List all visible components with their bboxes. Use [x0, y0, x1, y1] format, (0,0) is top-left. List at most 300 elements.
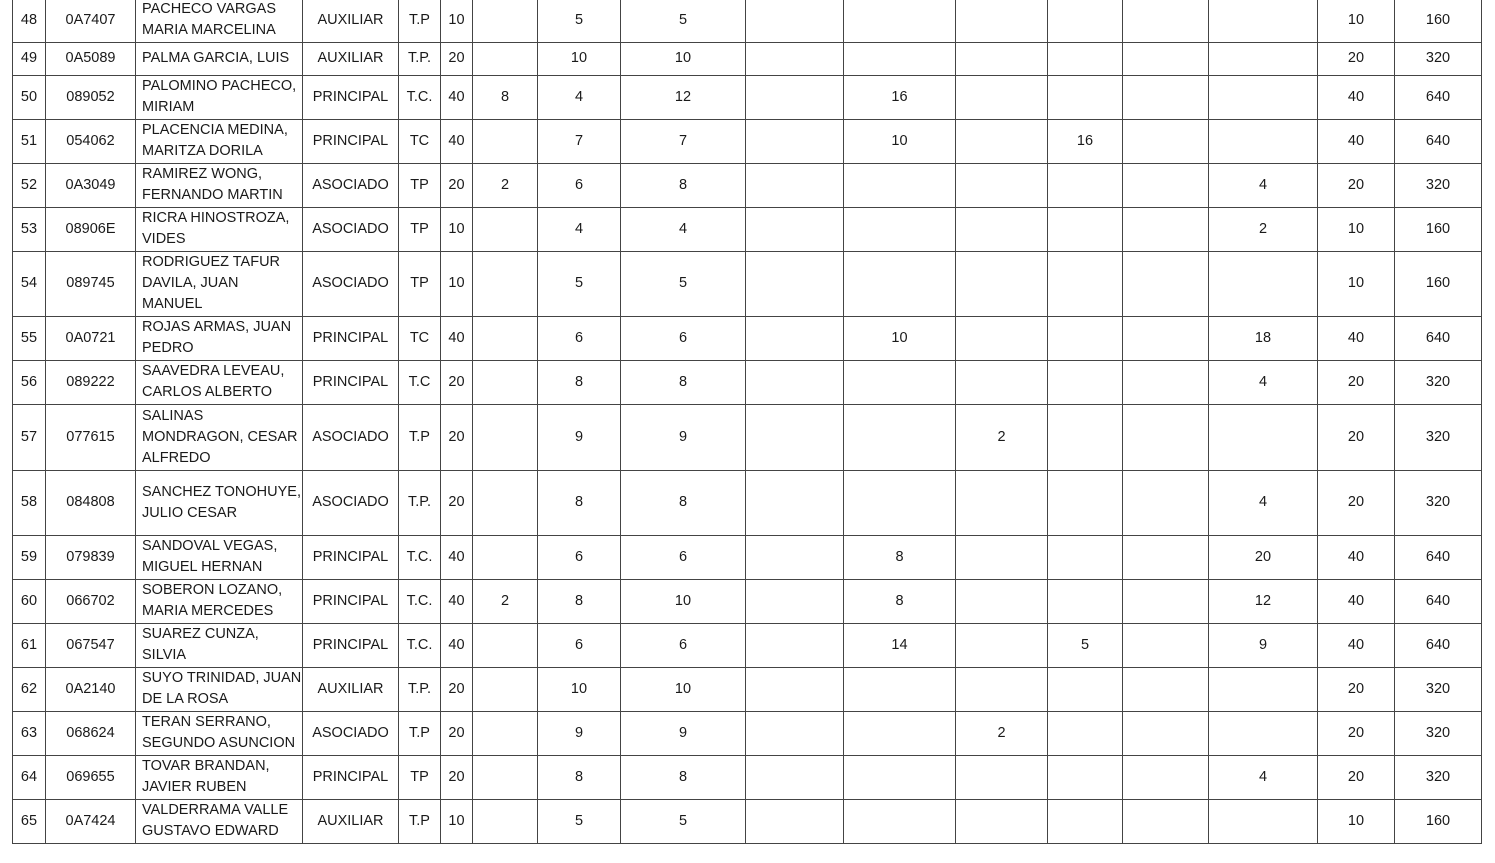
row-number-cell: 65 [13, 799, 46, 843]
semester-total-cell: 640 [1395, 316, 1482, 360]
col-5-cell: 14 [844, 623, 956, 667]
col-6-cell [956, 579, 1048, 623]
dedication-cell: T.P [399, 711, 441, 755]
col-6-cell [956, 207, 1048, 251]
total-hours-cell: 10 [1318, 251, 1395, 316]
col-7-cell [1048, 0, 1123, 42]
total-hours-cell: 10 [1318, 207, 1395, 251]
col-2-cell: 8 [538, 470, 621, 535]
table-row [13, 316, 1482, 360]
total-hours-cell: 40 [1318, 316, 1395, 360]
category-cell: AUXILIAR [303, 799, 399, 843]
col-9-cell: 4 [1209, 470, 1318, 535]
col-6-cell [956, 623, 1048, 667]
col-8-cell [1123, 623, 1209, 667]
col-8-cell [1123, 667, 1209, 711]
semester-total-cell: 640 [1395, 75, 1482, 119]
hours-cell: 20 [441, 163, 473, 207]
col-1-cell [473, 623, 538, 667]
hours-cell: 40 [441, 119, 473, 163]
col-8-cell [1123, 470, 1209, 535]
col-7-cell [1048, 163, 1123, 207]
category-cell: AUXILIAR [303, 42, 399, 75]
col-1-cell [473, 667, 538, 711]
hours-cell: 10 [441, 799, 473, 843]
col-9-cell [1209, 667, 1318, 711]
teacher-code-cell: 0A7424 [46, 799, 136, 843]
semester-total-cell: 320 [1395, 667, 1482, 711]
total-hours-cell: 10 [1318, 0, 1395, 42]
col-3-cell: 5 [621, 0, 746, 42]
col-3-cell: 8 [621, 360, 746, 404]
col-6-cell [956, 42, 1048, 75]
col-6-cell [956, 119, 1048, 163]
total-hours-cell: 20 [1318, 755, 1395, 799]
col-4-cell [746, 42, 844, 75]
row-number-cell: 62 [13, 667, 46, 711]
teacher-name-cell: SUYO TRINIDAD, JUAN DE LA ROSA [136, 667, 303, 711]
col-8-cell [1123, 404, 1209, 470]
category-cell: PRINCIPAL [303, 119, 399, 163]
col-4-cell [746, 119, 844, 163]
dedication-cell: T.C. [399, 579, 441, 623]
col-2-cell: 10 [538, 667, 621, 711]
category-cell: PRINCIPAL [303, 316, 399, 360]
teacher-code-cell: 0A5089 [46, 42, 136, 75]
semester-total-cell: 640 [1395, 579, 1482, 623]
dedication-cell: T.P. [399, 470, 441, 535]
teacher-code-cell: 0A3049 [46, 163, 136, 207]
teacher-code-cell: 066702 [46, 579, 136, 623]
col-8-cell [1123, 360, 1209, 404]
teacher-code-cell: 0A7407 [46, 0, 136, 42]
total-hours-cell: 20 [1318, 42, 1395, 75]
teacher-code-cell: 089052 [46, 75, 136, 119]
col-9-cell [1209, 799, 1318, 843]
total-hours-cell: 40 [1318, 579, 1395, 623]
total-hours-cell: 20 [1318, 667, 1395, 711]
col-1-cell: 8 [473, 75, 538, 119]
table-row [13, 711, 1482, 755]
hours-cell: 40 [441, 75, 473, 119]
teacher-code-cell: 054062 [46, 119, 136, 163]
row-number-cell: 51 [13, 119, 46, 163]
hours-cell: 10 [441, 0, 473, 42]
col-9-cell [1209, 42, 1318, 75]
col-5-cell [844, 755, 956, 799]
dedication-cell: TC [399, 316, 441, 360]
dedication-cell: T.P [399, 799, 441, 843]
col-6-cell [956, 470, 1048, 535]
col-8-cell [1123, 42, 1209, 75]
col-2-cell: 6 [538, 535, 621, 579]
col-8-cell [1123, 163, 1209, 207]
col-5-cell: 8 [844, 535, 956, 579]
faculty-workload-table [12, 0, 1482, 844]
col-5-cell [844, 470, 956, 535]
semester-total-cell: 160 [1395, 0, 1482, 42]
category-cell: AUXILIAR [303, 0, 399, 42]
col-2-cell: 5 [538, 0, 621, 42]
col-9-cell [1209, 75, 1318, 119]
col-6-cell: 2 [956, 404, 1048, 470]
table-row [13, 207, 1482, 251]
col-9-cell: 4 [1209, 755, 1318, 799]
hours-cell: 40 [441, 579, 473, 623]
col-6-cell [956, 799, 1048, 843]
col-9-cell: 9 [1209, 623, 1318, 667]
row-number-cell: 48 [13, 0, 46, 42]
table-row [13, 0, 1482, 42]
col-5-cell [844, 163, 956, 207]
col-4-cell [746, 470, 844, 535]
teacher-name-cell: PLACENCIA MEDINA, MARITZA DORILA [136, 119, 303, 163]
col-2-cell: 8 [538, 360, 621, 404]
col-6-cell: 2 [956, 711, 1048, 755]
row-number-cell: 58 [13, 470, 46, 535]
semester-total-cell: 320 [1395, 470, 1482, 535]
total-hours-cell: 40 [1318, 535, 1395, 579]
table-row [13, 75, 1482, 119]
col-2-cell: 5 [538, 251, 621, 316]
col-9-cell: 4 [1209, 163, 1318, 207]
col-9-cell: 18 [1209, 316, 1318, 360]
teacher-name-cell: PALMA GARCIA, LUIS [136, 42, 303, 75]
category-cell: ASOCIADO [303, 251, 399, 316]
col-3-cell: 8 [621, 755, 746, 799]
teacher-name-cell: SOBERON LOZANO, MARIA MERCEDES [136, 579, 303, 623]
teacher-name-cell: TERAN SERRANO, SEGUNDO ASUNCION [136, 711, 303, 755]
col-8-cell [1123, 755, 1209, 799]
col-9-cell [1209, 251, 1318, 316]
dedication-cell: T.P. [399, 667, 441, 711]
col-1-cell [473, 799, 538, 843]
col-2-cell: 6 [538, 316, 621, 360]
total-hours-cell: 20 [1318, 360, 1395, 404]
teacher-code-cell: 0A0721 [46, 316, 136, 360]
col-3-cell: 4 [621, 207, 746, 251]
col-8-cell [1123, 119, 1209, 163]
col-7-cell [1048, 799, 1123, 843]
col-1-cell [473, 755, 538, 799]
row-number-cell: 50 [13, 75, 46, 119]
teacher-name-cell: PALOMINO PACHECO, MIRIAM [136, 75, 303, 119]
col-4-cell [746, 623, 844, 667]
category-cell: ASOCIADO [303, 470, 399, 535]
teacher-name-cell: TOVAR BRANDAN, JAVIER RUBEN [136, 755, 303, 799]
dedication-cell: T.P [399, 404, 441, 470]
total-hours-cell: 10 [1318, 799, 1395, 843]
teacher-name-cell: SANDOVAL VEGAS, MIGUEL HERNAN [136, 535, 303, 579]
col-1-cell [473, 42, 538, 75]
teacher-code-cell: 0A2140 [46, 667, 136, 711]
semester-total-cell: 320 [1395, 163, 1482, 207]
teacher-name-cell: SUAREZ CUNZA, SILVIA [136, 623, 303, 667]
semester-total-cell: 640 [1395, 535, 1482, 579]
col-7-cell: 5 [1048, 623, 1123, 667]
dedication-cell: T.P [399, 0, 441, 42]
table-row [13, 799, 1482, 843]
hours-cell: 20 [441, 667, 473, 711]
col-4-cell [746, 579, 844, 623]
col-1-cell: 2 [473, 579, 538, 623]
col-8-cell [1123, 316, 1209, 360]
col-7-cell [1048, 470, 1123, 535]
teacher-code-cell: 069655 [46, 755, 136, 799]
col-8-cell [1123, 799, 1209, 843]
table-row [13, 42, 1482, 75]
teacher-code-cell: 067547 [46, 623, 136, 667]
col-6-cell [956, 360, 1048, 404]
hours-cell: 10 [441, 207, 473, 251]
col-1-cell [473, 0, 538, 42]
total-hours-cell: 20 [1318, 404, 1395, 470]
col-4-cell [746, 360, 844, 404]
col-6-cell [956, 316, 1048, 360]
col-5-cell: 10 [844, 316, 956, 360]
semester-total-cell: 320 [1395, 404, 1482, 470]
col-9-cell: 4 [1209, 360, 1318, 404]
col-5-cell [844, 799, 956, 843]
hours-cell: 20 [441, 42, 473, 75]
teacher-name-cell: RICRA HINOSTROZA, VIDES [136, 207, 303, 251]
teacher-name-cell: SANCHEZ TONOHUYE, JULIO CESAR [136, 470, 303, 535]
hours-cell: 40 [441, 623, 473, 667]
total-hours-cell: 20 [1318, 470, 1395, 535]
table-row [13, 579, 1482, 623]
col-4-cell [746, 0, 844, 42]
hours-cell: 40 [441, 316, 473, 360]
col-9-cell: 2 [1209, 207, 1318, 251]
col-6-cell [956, 667, 1048, 711]
teacher-code-cell: 089745 [46, 251, 136, 316]
col-7-cell [1048, 360, 1123, 404]
teacher-name-cell: RODRIGUEZ TAFUR DAVILA, JUAN MANUEL [136, 251, 303, 316]
col-8-cell [1123, 579, 1209, 623]
col-7-cell [1048, 755, 1123, 799]
col-2-cell: 5 [538, 799, 621, 843]
total-hours-cell: 40 [1318, 75, 1395, 119]
col-2-cell: 10 [538, 42, 621, 75]
dedication-cell: T.C. [399, 623, 441, 667]
col-9-cell [1209, 119, 1318, 163]
col-1-cell [473, 470, 538, 535]
col-3-cell: 8 [621, 470, 746, 535]
table-row [13, 163, 1482, 207]
semester-total-cell: 640 [1395, 623, 1482, 667]
col-6-cell [956, 75, 1048, 119]
category-cell: ASOCIADO [303, 207, 399, 251]
col-4-cell [746, 251, 844, 316]
row-number-cell: 63 [13, 711, 46, 755]
col-6-cell [956, 755, 1048, 799]
hours-cell: 10 [441, 251, 473, 316]
col-4-cell [746, 207, 844, 251]
dedication-cell: TP [399, 755, 441, 799]
table-row [13, 755, 1482, 799]
hours-cell: 20 [441, 711, 473, 755]
dedication-cell: TP [399, 251, 441, 316]
semester-total-cell: 320 [1395, 42, 1482, 75]
col-7-cell [1048, 404, 1123, 470]
hours-cell: 20 [441, 470, 473, 535]
col-2-cell: 4 [538, 75, 621, 119]
col-3-cell: 6 [621, 535, 746, 579]
col-3-cell: 9 [621, 404, 746, 470]
teacher-name-cell: RAMIREZ WONG, FERNANDO MARTIN [136, 163, 303, 207]
col-5-cell [844, 667, 956, 711]
semester-total-cell: 320 [1395, 711, 1482, 755]
row-number-cell: 49 [13, 42, 46, 75]
table-row [13, 623, 1482, 667]
semester-total-cell: 160 [1395, 251, 1482, 316]
col-8-cell [1123, 251, 1209, 316]
col-3-cell: 6 [621, 316, 746, 360]
col-2-cell: 6 [538, 163, 621, 207]
dedication-cell: T.P. [399, 42, 441, 75]
col-2-cell: 7 [538, 119, 621, 163]
col-7-cell [1048, 316, 1123, 360]
col-7-cell [1048, 207, 1123, 251]
semester-total-cell: 320 [1395, 360, 1482, 404]
col-5-cell [844, 360, 956, 404]
hours-cell: 40 [441, 535, 473, 579]
category-cell: ASOCIADO [303, 711, 399, 755]
teacher-code-cell: 089222 [46, 360, 136, 404]
col-6-cell [956, 251, 1048, 316]
category-cell: PRINCIPAL [303, 579, 399, 623]
dedication-cell: TP [399, 163, 441, 207]
row-number-cell: 59 [13, 535, 46, 579]
table-row [13, 119, 1482, 163]
col-2-cell: 8 [538, 579, 621, 623]
col-8-cell [1123, 535, 1209, 579]
teacher-name-cell: VALDERRAMA VALLE GUSTAVO EDWARD [136, 799, 303, 843]
teacher-name-cell: SALINAS MONDRAGON, CESAR ALFREDO [136, 404, 303, 470]
col-1-cell [473, 711, 538, 755]
col-7-cell [1048, 535, 1123, 579]
col-1-cell [473, 119, 538, 163]
col-2-cell: 8 [538, 755, 621, 799]
col-8-cell [1123, 0, 1209, 42]
hours-cell: 20 [441, 404, 473, 470]
col-2-cell: 9 [538, 404, 621, 470]
row-number-cell: 53 [13, 207, 46, 251]
col-7-cell [1048, 711, 1123, 755]
col-4-cell [746, 163, 844, 207]
col-6-cell [956, 163, 1048, 207]
teacher-name-cell: ROJAS ARMAS, JUAN PEDRO [136, 316, 303, 360]
semester-total-cell: 320 [1395, 755, 1482, 799]
total-hours-cell: 20 [1318, 711, 1395, 755]
total-hours-cell: 40 [1318, 623, 1395, 667]
col-6-cell [956, 535, 1048, 579]
col-5-cell [844, 251, 956, 316]
category-cell: ASOCIADO [303, 163, 399, 207]
col-3-cell: 6 [621, 623, 746, 667]
col-1-cell [473, 316, 538, 360]
semester-total-cell: 640 [1395, 119, 1482, 163]
teacher-code-cell: 084808 [46, 470, 136, 535]
col-2-cell: 9 [538, 711, 621, 755]
total-hours-cell: 20 [1318, 163, 1395, 207]
col-8-cell [1123, 75, 1209, 119]
dedication-cell: TP [399, 207, 441, 251]
table-row [13, 404, 1482, 470]
col-8-cell [1123, 711, 1209, 755]
col-5-cell [844, 207, 956, 251]
col-3-cell: 12 [621, 75, 746, 119]
col-9-cell [1209, 404, 1318, 470]
table-row [13, 535, 1482, 579]
semester-total-cell: 160 [1395, 207, 1482, 251]
table-row [13, 470, 1482, 535]
category-cell: PRINCIPAL [303, 360, 399, 404]
col-7-cell [1048, 42, 1123, 75]
row-number-cell: 54 [13, 251, 46, 316]
col-9-cell [1209, 711, 1318, 755]
col-5-cell: 8 [844, 579, 956, 623]
col-1-cell [473, 535, 538, 579]
col-7-cell [1048, 251, 1123, 316]
col-9-cell: 12 [1209, 579, 1318, 623]
col-4-cell [746, 667, 844, 711]
teacher-name-cell: PACHECO VARGAS MARIA MARCELINA [136, 0, 303, 42]
row-number-cell: 57 [13, 404, 46, 470]
col-1-cell [473, 207, 538, 251]
category-cell: AUXILIAR [303, 667, 399, 711]
teacher-code-cell: 08906E [46, 207, 136, 251]
category-cell: ASOCIADO [303, 404, 399, 470]
col-4-cell [746, 404, 844, 470]
col-2-cell: 6 [538, 623, 621, 667]
dedication-cell: TC [399, 119, 441, 163]
col-9-cell: 20 [1209, 535, 1318, 579]
table-row [13, 360, 1482, 404]
teacher-name-cell: SAAVEDRA LEVEAU, CARLOS ALBERTO [136, 360, 303, 404]
col-3-cell: 9 [621, 711, 746, 755]
col-5-cell: 10 [844, 119, 956, 163]
category-cell: PRINCIPAL [303, 75, 399, 119]
col-1-cell: 2 [473, 163, 538, 207]
dedication-cell: T.C [399, 360, 441, 404]
category-cell: PRINCIPAL [303, 535, 399, 579]
total-hours-cell: 40 [1318, 119, 1395, 163]
col-5-cell [844, 404, 956, 470]
col-1-cell [473, 251, 538, 316]
hours-cell: 20 [441, 360, 473, 404]
col-3-cell: 5 [621, 799, 746, 843]
semester-total-cell: 160 [1395, 799, 1482, 843]
category-cell: PRINCIPAL [303, 755, 399, 799]
col-6-cell [956, 0, 1048, 42]
col-7-cell [1048, 667, 1123, 711]
col-3-cell: 8 [621, 163, 746, 207]
row-number-cell: 64 [13, 755, 46, 799]
category-cell: PRINCIPAL [303, 623, 399, 667]
dedication-cell: T.C. [399, 75, 441, 119]
col-3-cell: 10 [621, 42, 746, 75]
col-3-cell: 10 [621, 667, 746, 711]
row-number-cell: 52 [13, 163, 46, 207]
col-5-cell [844, 711, 956, 755]
col-5-cell [844, 0, 956, 42]
teacher-code-cell: 079839 [46, 535, 136, 579]
dedication-cell: T.C. [399, 535, 441, 579]
row-number-cell: 60 [13, 579, 46, 623]
teacher-code-cell: 068624 [46, 711, 136, 755]
col-3-cell: 7 [621, 119, 746, 163]
